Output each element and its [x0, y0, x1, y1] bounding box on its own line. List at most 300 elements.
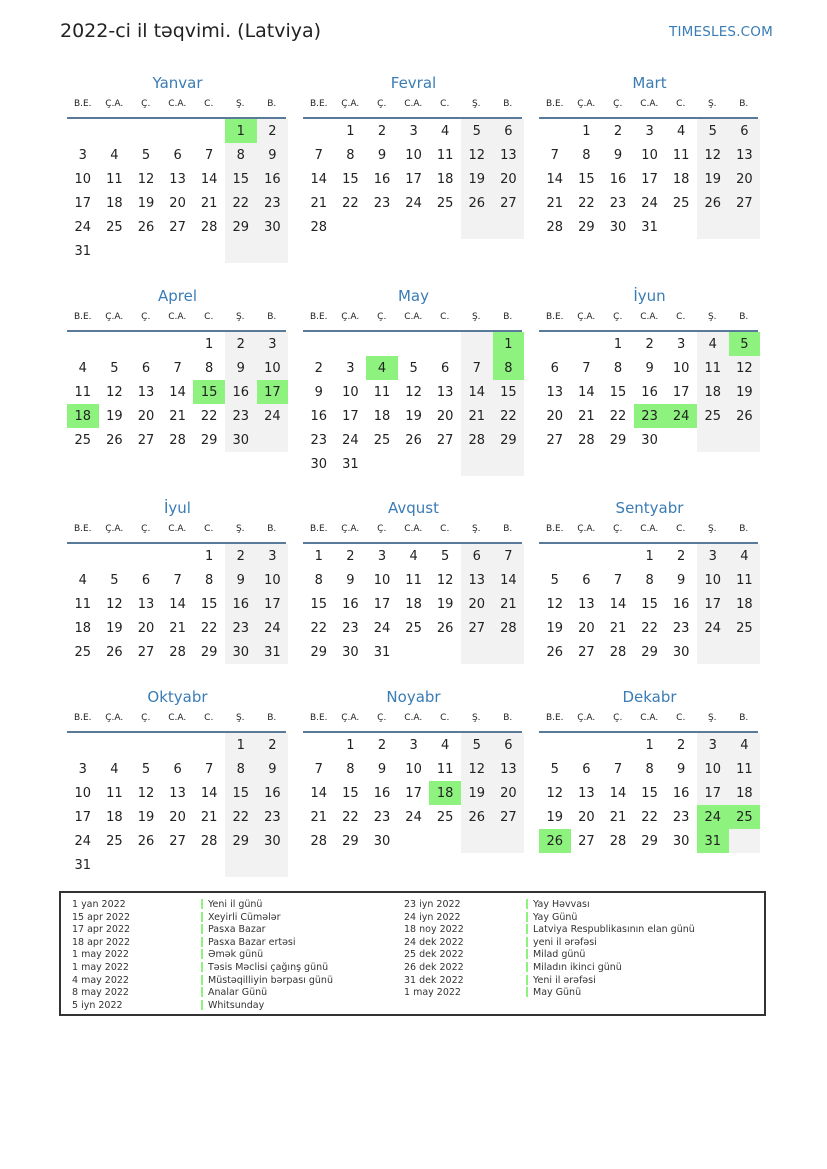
- day-cell[interactable]: 16: [342, 596, 359, 612]
- day-cell[interactable]: 8: [314, 572, 323, 588]
- day-cell[interactable]: 13: [137, 384, 155, 400]
- day-cell[interactable]: 21: [609, 620, 627, 636]
- day-cell[interactable]: 17: [74, 195, 92, 211]
- day-cell[interactable]: 7: [613, 572, 623, 588]
- day-cell[interactable]: 3: [697, 733, 729, 757]
- brand-link[interactable]: TIMESLES.COM: [669, 24, 773, 40]
- day-cell[interactable]: 18: [729, 592, 761, 616]
- day-cell[interactable]: 18: [697, 380, 729, 404]
- day-cell[interactable]: 9: [377, 761, 387, 777]
- day-cell[interactable]: 9: [613, 147, 623, 163]
- day-cell[interactable]: 23: [225, 616, 257, 640]
- day-cell[interactable]: 30: [672, 644, 690, 660]
- day-cell[interactable]: 14: [200, 171, 218, 187]
- day-cell[interactable]: 3: [78, 761, 87, 777]
- day-cell[interactable]: 1: [205, 548, 214, 564]
- day-cell[interactable]: 16: [257, 167, 289, 191]
- day-cell[interactable]: 16: [641, 384, 658, 400]
- holiday-day-cell[interactable]: 18: [67, 404, 99, 428]
- day-cell[interactable]: 25: [106, 219, 123, 235]
- day-cell[interactable]: 22: [200, 408, 218, 424]
- day-cell[interactable]: 9: [225, 568, 257, 592]
- day-cell[interactable]: 15: [342, 785, 359, 801]
- day-cell[interactable]: 7: [173, 360, 182, 376]
- day-cell[interactable]: 26: [137, 833, 155, 849]
- day-cell[interactable]: 12: [461, 757, 493, 781]
- day-cell[interactable]: 19: [436, 596, 454, 612]
- day-cell[interactable]: 31: [74, 857, 92, 873]
- day-cell[interactable]: 21: [609, 809, 627, 825]
- day-cell[interactable]: 26: [106, 644, 123, 660]
- day-cell[interactable]: 13: [169, 785, 186, 801]
- day-cell[interactable]: 4: [78, 572, 87, 588]
- day-cell[interactable]: 22: [342, 809, 359, 825]
- day-cell[interactable]: 30: [257, 215, 289, 239]
- day-cell[interactable]: 2: [257, 119, 289, 143]
- day-cell[interactable]: 5: [461, 119, 493, 143]
- day-cell[interactable]: 17: [672, 384, 690, 400]
- day-cell[interactable]: 15: [342, 171, 359, 187]
- day-cell[interactable]: 12: [546, 785, 564, 801]
- day-cell[interactable]: 26: [697, 191, 729, 215]
- day-cell[interactable]: 22: [225, 805, 257, 829]
- day-cell[interactable]: 30: [373, 833, 391, 849]
- day-cell[interactable]: 24: [74, 219, 92, 235]
- day-cell[interactable]: 24: [74, 833, 92, 849]
- day-cell[interactable]: 7: [613, 761, 623, 777]
- day-cell[interactable]: 28: [609, 833, 627, 849]
- day-cell[interactable]: 16: [672, 596, 690, 612]
- day-cell[interactable]: 22: [200, 620, 218, 636]
- day-cell[interactable]: 18: [436, 171, 454, 187]
- day-cell[interactable]: 6: [582, 572, 591, 588]
- day-cell[interactable]: 19: [106, 620, 123, 636]
- holiday-day-cell[interactable]: 26: [539, 829, 571, 853]
- day-cell[interactable]: 8: [205, 572, 214, 588]
- day-cell[interactable]: 24: [257, 404, 289, 428]
- day-cell[interactable]: 12: [546, 596, 564, 612]
- day-cell[interactable]: 13: [461, 568, 493, 592]
- day-cell[interactable]: 25: [373, 432, 391, 448]
- day-cell[interactable]: 27: [578, 833, 595, 849]
- day-cell[interactable]: 18: [106, 809, 123, 825]
- day-cell[interactable]: 24: [257, 616, 289, 640]
- day-cell[interactable]: 2: [225, 332, 257, 356]
- day-cell[interactable]: 29: [609, 432, 627, 448]
- day-cell[interactable]: 10: [641, 147, 658, 163]
- day-cell[interactable]: 9: [645, 360, 654, 376]
- day-cell[interactable]: 2: [377, 737, 387, 753]
- day-cell[interactable]: 5: [141, 761, 151, 777]
- day-cell[interactable]: 24: [697, 616, 729, 640]
- day-cell[interactable]: 3: [377, 548, 387, 564]
- day-cell[interactable]: 28: [609, 644, 627, 660]
- day-cell[interactable]: 11: [106, 171, 123, 187]
- day-cell[interactable]: 24: [405, 809, 422, 825]
- day-cell[interactable]: 11: [405, 572, 422, 588]
- day-cell[interactable]: 19: [729, 380, 761, 404]
- day-cell[interactable]: 5: [550, 572, 559, 588]
- day-cell[interactable]: 15: [641, 785, 658, 801]
- day-cell[interactable]: 4: [110, 761, 119, 777]
- day-cell[interactable]: 16: [609, 171, 627, 187]
- day-cell[interactable]: 2: [314, 360, 323, 376]
- day-cell[interactable]: 13: [729, 143, 761, 167]
- day-cell[interactable]: 8: [225, 143, 257, 167]
- day-cell[interactable]: 21: [578, 408, 595, 424]
- day-cell[interactable]: 29: [225, 215, 257, 239]
- day-cell[interactable]: 6: [582, 761, 591, 777]
- day-cell[interactable]: 1: [613, 336, 623, 352]
- holiday-day-cell[interactable]: 24: [665, 404, 697, 428]
- day-cell[interactable]: 16: [310, 408, 328, 424]
- day-cell[interactable]: 5: [110, 572, 119, 588]
- day-cell[interactable]: 15: [493, 380, 525, 404]
- day-cell[interactable]: 28: [169, 644, 186, 660]
- day-cell[interactable]: 29: [342, 833, 359, 849]
- day-cell[interactable]: 27: [546, 432, 564, 448]
- day-cell[interactable]: 13: [137, 596, 155, 612]
- day-cell[interactable]: 14: [461, 380, 493, 404]
- holiday-day-cell[interactable]: 24: [697, 805, 729, 829]
- day-cell[interactable]: 17: [405, 785, 422, 801]
- day-cell[interactable]: 30: [310, 456, 328, 472]
- day-cell[interactable]: 29: [641, 644, 658, 660]
- day-cell[interactable]: 2: [645, 336, 654, 352]
- day-cell[interactable]: 27: [169, 219, 186, 235]
- day-cell[interactable]: 6: [493, 733, 525, 757]
- day-cell[interactable]: 16: [373, 785, 391, 801]
- day-cell[interactable]: 1: [346, 737, 355, 753]
- day-cell[interactable]: 11: [373, 384, 391, 400]
- day-cell[interactable]: 9: [346, 572, 355, 588]
- day-cell[interactable]: 14: [609, 596, 627, 612]
- day-cell[interactable]: 22: [493, 404, 525, 428]
- day-cell[interactable]: 23: [672, 620, 690, 636]
- day-cell[interactable]: 28: [546, 219, 564, 235]
- day-cell[interactable]: 3: [78, 147, 87, 163]
- day-cell[interactable]: 14: [493, 568, 525, 592]
- day-cell[interactable]: 16: [257, 781, 289, 805]
- day-cell[interactable]: 17: [405, 171, 422, 187]
- day-cell[interactable]: 19: [137, 195, 155, 211]
- day-cell[interactable]: 11: [729, 568, 761, 592]
- day-cell[interactable]: 2: [677, 737, 686, 753]
- day-cell[interactable]: 19: [461, 167, 493, 191]
- day-cell[interactable]: 24: [373, 620, 391, 636]
- day-cell[interactable]: 27: [137, 432, 155, 448]
- day-cell[interactable]: 31: [342, 456, 359, 472]
- day-cell[interactable]: 5: [110, 360, 119, 376]
- day-cell[interactable]: 6: [173, 761, 182, 777]
- day-cell[interactable]: 25: [436, 195, 454, 211]
- day-cell[interactable]: 27: [578, 644, 595, 660]
- day-cell[interactable]: 29: [225, 829, 257, 853]
- day-cell[interactable]: 25: [74, 432, 92, 448]
- day-cell[interactable]: 2: [677, 548, 686, 564]
- day-cell[interactable]: 22: [641, 620, 658, 636]
- day-cell[interactable]: 8: [645, 761, 654, 777]
- day-cell[interactable]: 1: [645, 737, 654, 753]
- day-cell[interactable]: 28: [200, 219, 218, 235]
- day-cell[interactable]: 2: [346, 548, 355, 564]
- day-cell[interactable]: 20: [493, 167, 525, 191]
- day-cell[interactable]: 8: [346, 761, 355, 777]
- day-cell[interactable]: 26: [461, 805, 493, 829]
- day-cell[interactable]: 23: [257, 805, 289, 829]
- day-cell[interactable]: 6: [550, 360, 559, 376]
- day-cell[interactable]: 12: [106, 596, 123, 612]
- day-cell[interactable]: 4: [441, 123, 450, 139]
- day-cell[interactable]: 12: [405, 384, 422, 400]
- day-cell[interactable]: 11: [74, 384, 92, 400]
- day-cell[interactable]: 8: [205, 360, 214, 376]
- day-cell[interactable]: 14: [310, 785, 328, 801]
- day-cell[interactable]: 4: [441, 737, 450, 753]
- day-cell[interactable]: 28: [461, 428, 493, 452]
- day-cell[interactable]: 7: [314, 147, 323, 163]
- holiday-day-cell[interactable]: 1: [225, 119, 257, 143]
- day-cell[interactable]: 16: [672, 785, 690, 801]
- day-cell[interactable]: 13: [546, 384, 564, 400]
- day-cell[interactable]: 13: [493, 143, 525, 167]
- day-cell[interactable]: 1: [225, 733, 257, 757]
- day-cell[interactable]: 3: [677, 336, 686, 352]
- day-cell[interactable]: 26: [137, 219, 155, 235]
- day-cell[interactable]: 26: [461, 191, 493, 215]
- day-cell[interactable]: 25: [74, 644, 92, 660]
- day-cell[interactable]: 8: [613, 360, 623, 376]
- day-cell[interactable]: 7: [461, 356, 493, 380]
- day-cell[interactable]: 8: [582, 147, 591, 163]
- day-cell[interactable]: 14: [169, 384, 186, 400]
- day-cell[interactable]: 27: [729, 191, 761, 215]
- day-cell[interactable]: 21: [546, 195, 564, 211]
- day-cell[interactable]: 15: [310, 596, 328, 612]
- day-cell[interactable]: 31: [257, 640, 289, 664]
- day-cell[interactable]: 17: [697, 592, 729, 616]
- day-cell[interactable]: 29: [200, 644, 218, 660]
- day-cell[interactable]: 20: [578, 809, 595, 825]
- day-cell[interactable]: 2: [225, 544, 257, 568]
- day-cell[interactable]: 9: [257, 757, 289, 781]
- day-cell[interactable]: 28: [578, 432, 595, 448]
- day-cell[interactable]: 5: [550, 761, 559, 777]
- day-cell[interactable]: 14: [546, 171, 564, 187]
- day-cell[interactable]: 4: [697, 332, 729, 356]
- day-cell[interactable]: 11: [436, 761, 454, 777]
- day-cell[interactable]: 13: [578, 785, 595, 801]
- day-cell[interactable]: 7: [205, 761, 214, 777]
- day-cell[interactable]: 29: [641, 833, 658, 849]
- day-cell[interactable]: 7: [550, 147, 559, 163]
- day-cell[interactable]: 18: [405, 596, 422, 612]
- day-cell[interactable]: 4: [78, 360, 87, 376]
- day-cell[interactable]: 30: [225, 640, 257, 664]
- day-cell[interactable]: 5: [697, 119, 729, 143]
- day-cell[interactable]: 31: [641, 219, 658, 235]
- day-cell[interactable]: 24: [641, 195, 658, 211]
- day-cell[interactable]: 4: [729, 544, 761, 568]
- day-cell[interactable]: 11: [436, 147, 454, 163]
- day-cell[interactable]: 17: [641, 171, 658, 187]
- day-cell[interactable]: 22: [578, 195, 595, 211]
- day-cell[interactable]: 21: [200, 195, 218, 211]
- day-cell[interactable]: 9: [314, 384, 323, 400]
- day-cell[interactable]: 10: [342, 384, 359, 400]
- day-cell[interactable]: 25: [106, 833, 123, 849]
- day-cell[interactable]: 10: [373, 572, 391, 588]
- day-cell[interactable]: 2: [613, 123, 623, 139]
- day-cell[interactable]: 28: [310, 219, 328, 235]
- day-cell[interactable]: 4: [729, 733, 761, 757]
- day-cell[interactable]: 5: [461, 733, 493, 757]
- day-cell[interactable]: 11: [697, 356, 729, 380]
- day-cell[interactable]: 21: [200, 809, 218, 825]
- day-cell[interactable]: 4: [110, 147, 119, 163]
- day-cell[interactable]: 26: [405, 432, 422, 448]
- day-cell[interactable]: 15: [641, 596, 658, 612]
- day-cell[interactable]: 22: [310, 620, 328, 636]
- day-cell[interactable]: 3: [697, 544, 729, 568]
- day-cell[interactable]: 25: [697, 404, 729, 428]
- day-cell[interactable]: 6: [141, 572, 151, 588]
- day-cell[interactable]: 15: [225, 167, 257, 191]
- day-cell[interactable]: 30: [225, 428, 257, 452]
- day-cell[interactable]: 20: [578, 620, 595, 636]
- day-cell[interactable]: 12: [436, 572, 454, 588]
- day-cell[interactable]: 25: [405, 620, 422, 636]
- day-cell[interactable]: 24: [342, 432, 359, 448]
- day-cell[interactable]: 12: [461, 143, 493, 167]
- holiday-day-cell[interactable]: 8: [493, 356, 525, 380]
- day-cell[interactable]: 13: [436, 384, 454, 400]
- day-cell[interactable]: 28: [493, 616, 525, 640]
- day-cell[interactable]: 18: [729, 781, 761, 805]
- day-cell[interactable]: 20: [461, 592, 493, 616]
- holiday-day-cell[interactable]: 31: [697, 829, 729, 853]
- day-cell[interactable]: 7: [582, 360, 591, 376]
- day-cell[interactable]: 4: [677, 123, 686, 139]
- day-cell[interactable]: 17: [342, 408, 359, 424]
- day-cell[interactable]: 28: [310, 833, 328, 849]
- day-cell[interactable]: 24: [405, 195, 422, 211]
- day-cell[interactable]: 17: [74, 809, 92, 825]
- day-cell[interactable]: 20: [436, 408, 454, 424]
- day-cell[interactable]: 11: [729, 757, 761, 781]
- day-cell[interactable]: 14: [578, 384, 595, 400]
- day-cell[interactable]: 5: [441, 548, 450, 564]
- day-cell[interactable]: 1: [205, 336, 214, 352]
- day-cell[interactable]: 10: [74, 171, 92, 187]
- day-cell[interactable]: 17: [373, 596, 391, 612]
- day-cell[interactable]: 29: [310, 644, 328, 660]
- day-cell[interactable]: 21: [169, 408, 186, 424]
- day-cell[interactable]: 26: [106, 432, 123, 448]
- day-cell[interactable]: 14: [200, 785, 218, 801]
- day-cell[interactable]: 23: [342, 620, 359, 636]
- holiday-day-cell[interactable]: 23: [634, 404, 666, 428]
- day-cell[interactable]: 12: [137, 785, 155, 801]
- day-cell[interactable]: 28: [169, 432, 186, 448]
- day-cell[interactable]: 18: [373, 408, 391, 424]
- day-cell[interactable]: 1: [346, 123, 355, 139]
- day-cell[interactable]: 3: [645, 123, 654, 139]
- day-cell[interactable]: 21: [310, 195, 328, 211]
- holiday-day-cell[interactable]: 17: [257, 380, 289, 404]
- day-cell[interactable]: 23: [373, 809, 391, 825]
- holiday-day-cell[interactable]: 4: [366, 356, 398, 380]
- day-cell[interactable]: 13: [169, 171, 186, 187]
- day-cell[interactable]: 20: [493, 781, 525, 805]
- day-cell[interactable]: 12: [697, 143, 729, 167]
- day-cell[interactable]: 26: [436, 620, 454, 636]
- day-cell[interactable]: 18: [106, 195, 123, 211]
- day-cell[interactable]: 19: [405, 408, 422, 424]
- day-cell[interactable]: 9: [225, 356, 257, 380]
- day-cell[interactable]: 1: [645, 548, 654, 564]
- day-cell[interactable]: 6: [729, 119, 761, 143]
- day-cell[interactable]: 28: [200, 833, 218, 849]
- day-cell[interactable]: 6: [141, 360, 151, 376]
- day-cell[interactable]: 27: [436, 432, 454, 448]
- day-cell[interactable]: 10: [257, 568, 289, 592]
- day-cell[interactable]: 19: [546, 620, 564, 636]
- day-cell[interactable]: 19: [106, 408, 123, 424]
- day-cell[interactable]: 30: [342, 644, 359, 660]
- day-cell[interactable]: 3: [409, 123, 418, 139]
- day-cell[interactable]: 15: [200, 596, 218, 612]
- day-cell[interactable]: 9: [257, 143, 289, 167]
- day-cell[interactable]: 7: [314, 761, 323, 777]
- day-cell[interactable]: 14: [609, 785, 627, 801]
- day-cell[interactable]: 17: [257, 592, 289, 616]
- day-cell[interactable]: 15: [225, 781, 257, 805]
- day-cell[interactable]: 6: [493, 119, 525, 143]
- day-cell[interactable]: 1: [582, 123, 591, 139]
- holiday-day-cell[interactable]: 5: [729, 332, 761, 356]
- day-cell[interactable]: 18: [74, 620, 92, 636]
- day-cell[interactable]: 9: [677, 572, 686, 588]
- day-cell[interactable]: 12: [137, 171, 155, 187]
- day-cell[interactable]: 22: [342, 195, 359, 211]
- day-cell[interactable]: 27: [493, 191, 525, 215]
- day-cell[interactable]: 23: [373, 195, 391, 211]
- day-cell[interactable]: 23: [672, 809, 690, 825]
- day-cell[interactable]: 10: [697, 568, 729, 592]
- day-cell[interactable]: 27: [169, 833, 186, 849]
- day-cell[interactable]: 21: [493, 592, 525, 616]
- day-cell[interactable]: 10: [405, 147, 422, 163]
- day-cell[interactable]: 16: [373, 171, 391, 187]
- day-cell[interactable]: 9: [377, 147, 387, 163]
- day-cell[interactable]: 13: [578, 596, 595, 612]
- day-cell[interactable]: 7: [205, 147, 214, 163]
- day-cell[interactable]: 3: [257, 544, 289, 568]
- day-cell[interactable]: 10: [697, 757, 729, 781]
- day-cell[interactable]: 5: [141, 147, 151, 163]
- day-cell[interactable]: 11: [74, 596, 92, 612]
- day-cell[interactable]: 20: [169, 809, 186, 825]
- day-cell[interactable]: 29: [493, 428, 525, 452]
- day-cell[interactable]: 19: [697, 167, 729, 191]
- day-cell[interactable]: 10: [672, 360, 690, 376]
- day-cell[interactable]: 8: [645, 572, 654, 588]
- day-cell[interactable]: 21: [461, 404, 493, 428]
- day-cell[interactable]: 30: [257, 829, 289, 853]
- day-cell[interactable]: 6: [441, 360, 450, 376]
- day-cell[interactable]: 20: [169, 195, 186, 211]
